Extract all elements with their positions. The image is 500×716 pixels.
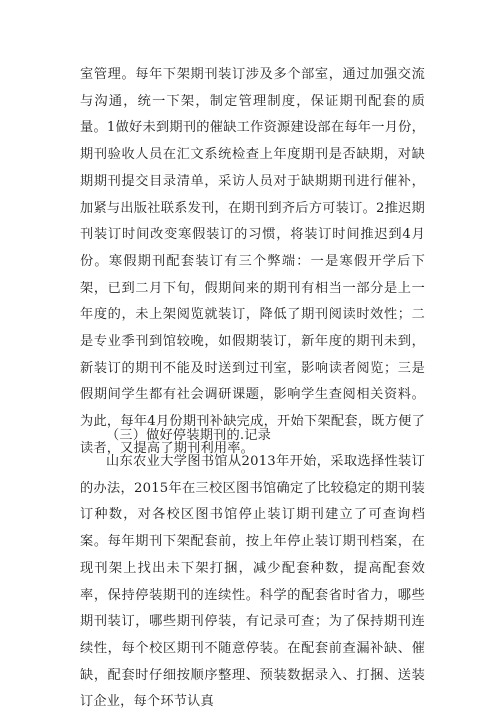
body-paragraph-1: 室管理。每年下架期刊装订涉及多个部室，通过加强交流与沟通，统一下架，制定管理制度，保证期刊配套的质量。1做好未到期刊的催缺工作资源建设部在每年一月份，期刊验收人员在汇文系统检查上年度期刊是否缺期，对缺期期刊提交目录清单，采访人员对于缺期期刊进行催补，加紧与出版社联系发刊，在期刊到齐后方可装订。2推迟期刊装订时间改变寒假装订的习惯，将装订时间推迟到4月份。寒假期刊配套装订有三个弊端：一是寒假开学后下架，已到二月下旬，假期间来的期刊有相当一部分是上一年度的，未上架阅览就装订，降低了期刊阅读时效性；二是专业季刊到馆较晚，如假期装订，新年度的期刊未到，新装订的期刊不能及时送到过刊室，影响读者阅览；三是假期间学生都有社会调研课题，影响学生查阅相关资料。为此，每年4月份期刊补缺完成，开始下架配套，既方便了读者，又提高了期刊利用率。 [80, 67, 425, 456]
body-paragraph-2: 山东农业大学图书馆从2013年开始，采取选择性装订的办法，2015年在三校区图书馆确定了比较稳定的期刊装订种数，对各校区图书馆停止装订期刊建立了可查询档案。每年期刊下架配套前，按上年停止装订期刊档案，在现刊架上找出未下架打捆，减少配套种数，提高配套效率，保持停装期刊的连续性。科学的配套省时省力，哪些期刊装订，哪些期刊停装，有记录可查；为了保持期刊连续性，每个校区期刊不随意停装。在配套前查漏补缺、催缺，配套时仔细按顺序整理、预装数据录入、打捆、送装订企业，每个环节认真 [80, 454, 425, 710]
section-heading: （三）做好停装期刊的.记录 [106, 428, 272, 443]
